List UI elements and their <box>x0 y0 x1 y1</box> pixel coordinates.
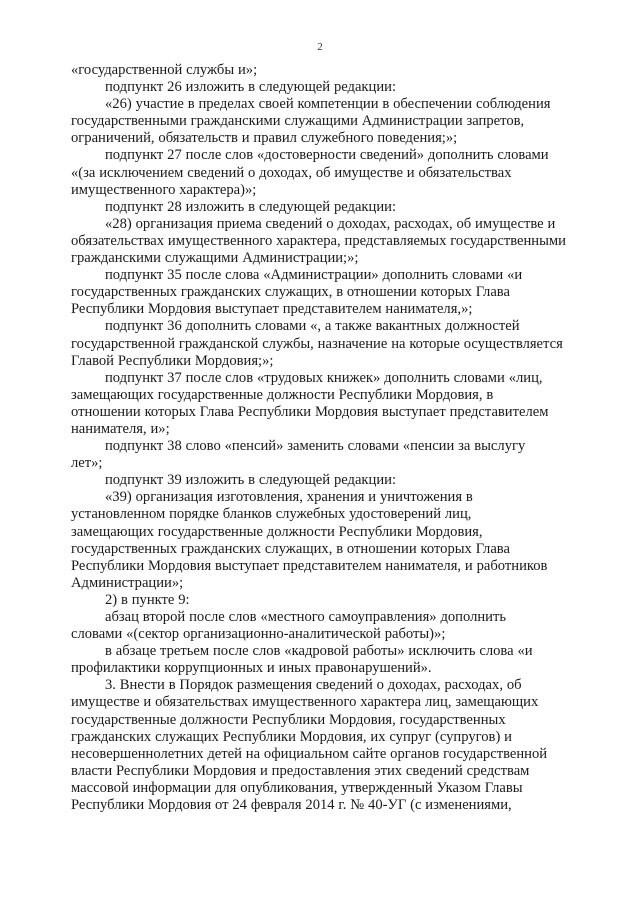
paragraph-14: абзац второй после слов «местного самоуправления» дополнить словами «(сектор организационно-аналитической работы)»; <box>71 609 507 643</box>
paragraph-6: «28) организация приема сведений о доходах, расходах, об имуществе и обязательствах имущественного характера, представляемых государственными гражданскими служащими Администрации;»; <box>71 215 566 267</box>
paragraph-16: 3. Внести в Порядок размещения сведений о доходах, расходах, об имуществе и обязательствах имущественного характера лиц, замещающих государственные должности Республики Мордовия, государственных гражданских служащих Республики Мордовия, их супруг (супругов) и несовершеннолетних детей на официальном сайте органов государственной власти Республики Мордовия и предоставления этих сведений средствам массовой информации для опубликования, утвержденный Указом Главы Республики Мордовия от 24 февраля 2014 г. № 40-УГ (с изменениями, <box>71 677 548 814</box>
paragraph-10: подпункт 38 слово «пенсий» заменить словами «пенсии за выслугу лет»; <box>71 438 526 472</box>
paragraph-5: подпункт 28 изложить в следующей редакции: <box>105 198 397 215</box>
paragraph-12: «39) организация изготовления, хранения и уничтожения в установленном порядке бланков служебных удостоверений лиц, замещающих государственные должности Республики Мордовия, государственных гражданских служащих, в отношении которых Глава Республики Мордовия выступает представителем нанимателя, и работников Администрации»; <box>71 489 548 591</box>
paragraph-8: подпункт 36 дополнить словами «, а также вакантных должностей государственной гражданской службы, назначение на которые осуществляется Главой Республики Мордовия;»; <box>71 318 563 369</box>
paragraph-7: подпункт 35 после слова «Администрации» дополнить словами «и государственных гражданских служащих, в отношении которых Глава Республики Мордовия выступает представителем нанимателя,»; <box>71 267 523 318</box>
paragraph-1: «государственной службы и»; <box>71 62 258 78</box>
paragraph-9: подпункт 37 после слов «трудовых книжек» дополнить словами «лиц, замещающих государственные должности Республики Мордовия, в отношении которых Глава Республики Мордовия выступает представителем нанимателя, и»; <box>71 369 549 437</box>
paragraph-11: подпункт 39 изложить в следующей редакции: <box>105 472 397 489</box>
paragraph-2: подпункт 26 изложить в следующей редакции: <box>105 79 397 96</box>
document-body <box>71 62 581 814</box>
paragraph-15: в абзаце третьем после слов «кадровой работы» исключить слова «и профилактики коррупционных и иных правонарушений». <box>71 643 533 677</box>
paragraph-13: 2) в пункте 9: <box>105 591 190 608</box>
page-number: 2 <box>317 41 323 53</box>
paragraph-3: «26) участие в пределах своей компетенции в обеспечении соблюдения государственными гражданскими служащими Администрации запретов, ограничений, обязательств и правил служебного поведения;»; <box>71 96 551 147</box>
paragraph-4: подпункт 27 после слов «достоверности сведений» дополнить словами «(за исключением сведений о доходах, об имуществе и обязательствах имущественного характера)»; <box>71 147 549 198</box>
